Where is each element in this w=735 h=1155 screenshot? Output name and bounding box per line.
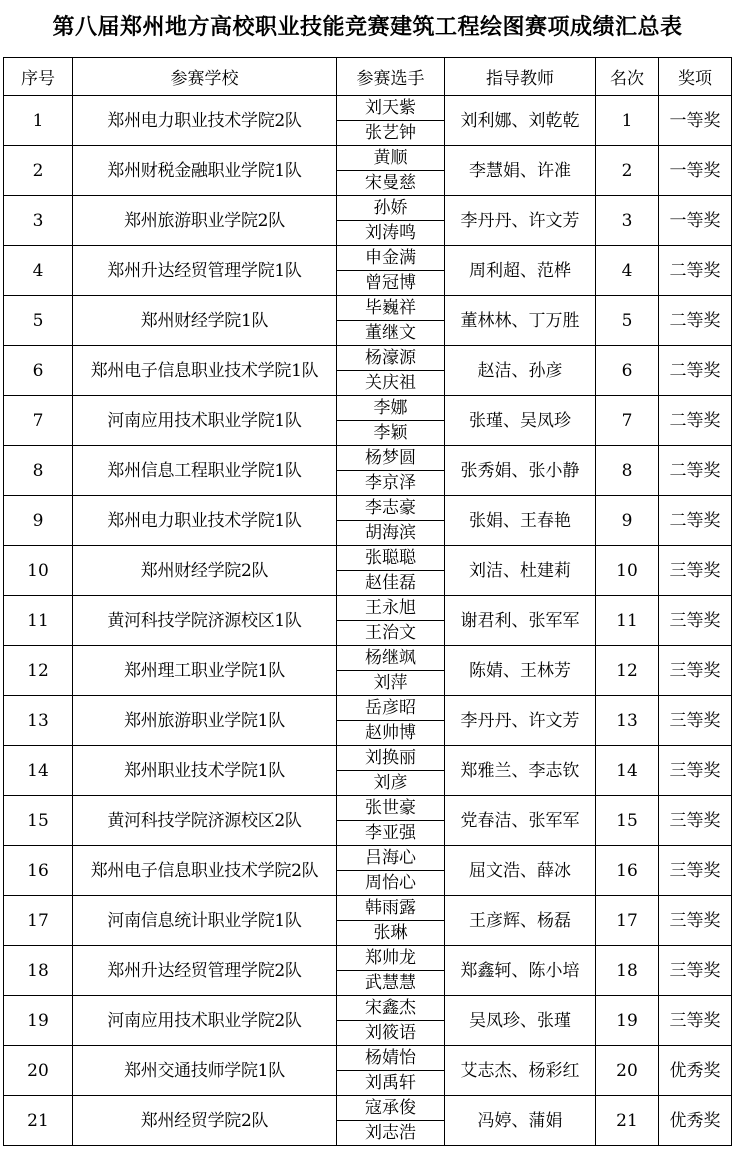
cell-rank: 4 <box>596 246 659 296</box>
cell-school: 郑州电子信息职业技术学院2队 <box>73 846 337 896</box>
cell-participant-1: 郑帅龙 <box>337 946 445 971</box>
cell-award: 三等奖 <box>659 996 732 1046</box>
header-teacher: 指导教师 <box>445 58 596 96</box>
cell-rank: 2 <box>596 146 659 196</box>
cell-teacher: 冯婷、蒲娟 <box>445 1096 596 1146</box>
cell-no: 17 <box>4 896 73 946</box>
cell-school: 郑州升达经贸管理学院2队 <box>73 946 337 996</box>
cell-award: 三等奖 <box>659 946 732 996</box>
cell-school: 郑州理工职业学院1队 <box>73 646 337 696</box>
table-row <box>4 996 732 1021</box>
cell-teacher: 张瑾、吴凤珍 <box>445 396 596 446</box>
cell-participant-1: 宋鑫杰 <box>337 996 445 1021</box>
cell-no: 20 <box>4 1046 73 1096</box>
cell-rank: 15 <box>596 796 659 846</box>
cell-rank: 10 <box>596 546 659 596</box>
cell-participant-2: 胡海滨 <box>337 521 445 546</box>
cell-rank: 5 <box>596 296 659 346</box>
table-row <box>4 796 732 821</box>
cell-no: 4 <box>4 246 73 296</box>
cell-participant-1: 刘天紫 <box>337 96 445 121</box>
cell-rank: 20 <box>596 1046 659 1096</box>
table-row <box>4 146 732 171</box>
cell-award: 优秀奖 <box>659 1046 732 1096</box>
cell-participant-1: 杨继飒 <box>337 646 445 671</box>
table-row <box>4 946 732 971</box>
cell-participant-2: 张艺钟 <box>337 121 445 146</box>
cell-school: 河南应用技术职业学院1队 <box>73 396 337 446</box>
cell-no: 13 <box>4 696 73 746</box>
cell-participant-1: 刘换丽 <box>337 746 445 771</box>
cell-participant-1: 王永旭 <box>337 596 445 621</box>
cell-no: 10 <box>4 546 73 596</box>
cell-no: 9 <box>4 496 73 546</box>
cell-teacher: 李慧娟、许准 <box>445 146 596 196</box>
cell-teacher: 郑雅兰、李志钦 <box>445 746 596 796</box>
table-row <box>4 1096 732 1121</box>
cell-rank: 17 <box>596 896 659 946</box>
cell-school: 郑州财经学院1队 <box>73 296 337 346</box>
cell-award: 二等奖 <box>659 496 732 546</box>
cell-award: 二等奖 <box>659 346 732 396</box>
cell-school: 郑州职业技术学院1队 <box>73 746 337 796</box>
table-row <box>4 546 732 571</box>
cell-award: 二等奖 <box>659 296 732 346</box>
cell-teacher: 张秀娟、张小静 <box>445 446 596 496</box>
cell-participant-1: 寇承俊 <box>337 1096 445 1121</box>
cell-school: 郑州电力职业技术学院1队 <box>73 496 337 546</box>
cell-no: 14 <box>4 746 73 796</box>
cell-participant-2: 刘萍 <box>337 671 445 696</box>
cell-no: 5 <box>4 296 73 346</box>
cell-participant-2: 赵佳磊 <box>337 571 445 596</box>
cell-teacher: 吴凤珍、张瑾 <box>445 996 596 1046</box>
cell-teacher: 张娟、王春艳 <box>445 496 596 546</box>
table-row <box>4 1046 732 1071</box>
cell-school: 郑州财经学院2队 <box>73 546 337 596</box>
cell-participant-2: 赵帅博 <box>337 721 445 746</box>
header-school: 参赛学校 <box>73 58 337 96</box>
cell-teacher: 陈婧、王林芳 <box>445 646 596 696</box>
cell-rank: 16 <box>596 846 659 896</box>
cell-teacher: 李丹丹、许文芳 <box>445 196 596 246</box>
cell-rank: 8 <box>596 446 659 496</box>
cell-no: 15 <box>4 796 73 846</box>
cell-participant-1: 孙娇 <box>337 196 445 221</box>
cell-participant-2: 刘彦 <box>337 771 445 796</box>
cell-participant-2: 关庆祖 <box>337 371 445 396</box>
cell-participant-2: 王治文 <box>337 621 445 646</box>
cell-no: 2 <box>4 146 73 196</box>
cell-school: 黄河科技学院济源校区2队 <box>73 796 337 846</box>
cell-award: 三等奖 <box>659 646 732 696</box>
cell-award: 一等奖 <box>659 146 732 196</box>
cell-participant-1: 毕巍祥 <box>337 296 445 321</box>
table-row <box>4 596 732 621</box>
table-row <box>4 246 732 271</box>
cell-rank: 1 <box>596 96 659 146</box>
cell-teacher: 王彦辉、杨磊 <box>445 896 596 946</box>
cell-teacher: 郑鑫轲、陈小培 <box>445 946 596 996</box>
header-no: 序号 <box>4 58 73 96</box>
table-row <box>4 846 732 871</box>
header-participants: 参赛选手 <box>337 58 445 96</box>
cell-teacher: 赵洁、孙彦 <box>445 346 596 396</box>
cell-no: 16 <box>4 846 73 896</box>
cell-participant-2: 刘筱语 <box>337 1021 445 1046</box>
cell-teacher: 周利超、范桦 <box>445 246 596 296</box>
cell-award: 一等奖 <box>659 96 732 146</box>
cell-participant-2: 刘志浩 <box>337 1121 445 1146</box>
cell-teacher: 李丹丹、许文芳 <box>445 696 596 746</box>
cell-award: 三等奖 <box>659 696 732 746</box>
cell-participant-2: 李颖 <box>337 421 445 446</box>
cell-school: 郑州旅游职业学院2队 <box>73 196 337 246</box>
cell-rank: 19 <box>596 996 659 1046</box>
cell-no: 3 <box>4 196 73 246</box>
cell-rank: 13 <box>596 696 659 746</box>
cell-school: 郑州电子信息职业技术学院1队 <box>73 346 337 396</box>
cell-award: 三等奖 <box>659 746 732 796</box>
cell-rank: 21 <box>596 1096 659 1146</box>
cell-school: 郑州交通技师学院1队 <box>73 1046 337 1096</box>
cell-award: 一等奖 <box>659 196 732 246</box>
cell-participant-2: 曾冠博 <box>337 271 445 296</box>
cell-participant-1: 杨梦圆 <box>337 446 445 471</box>
cell-award: 三等奖 <box>659 596 732 646</box>
cell-participant-2: 李京泽 <box>337 471 445 496</box>
cell-award: 三等奖 <box>659 846 732 896</box>
cell-award: 三等奖 <box>659 546 732 596</box>
cell-participant-2: 李亚强 <box>337 821 445 846</box>
cell-participant-2: 周怡心 <box>337 871 445 896</box>
cell-participant-1: 张世豪 <box>337 796 445 821</box>
cell-participant-2: 刘禹轩 <box>337 1071 445 1096</box>
cell-rank: 9 <box>596 496 659 546</box>
cell-no: 6 <box>4 346 73 396</box>
page-title: 第八届郑州地方高校职业技能竞赛建筑工程绘图赛项成绩汇总表 <box>52 15 683 40</box>
cell-award: 二等奖 <box>659 246 732 296</box>
cell-participant-2: 董继文 <box>337 321 445 346</box>
cell-participant-1: 韩雨露 <box>337 896 445 921</box>
header-award: 奖项 <box>659 58 732 96</box>
cell-award: 二等奖 <box>659 446 732 496</box>
table-row <box>4 696 732 721</box>
cell-rank: 6 <box>596 346 659 396</box>
cell-no: 18 <box>4 946 73 996</box>
cell-school: 郑州电力职业技术学院2队 <box>73 96 337 146</box>
cell-school: 黄河科技学院济源校区1队 <box>73 596 337 646</box>
cell-no: 12 <box>4 646 73 696</box>
cell-award: 三等奖 <box>659 796 732 846</box>
cell-school: 郑州经贸学院2队 <box>73 1096 337 1146</box>
cell-participant-2: 张琳 <box>337 921 445 946</box>
cell-rank: 11 <box>596 596 659 646</box>
cell-rank: 18 <box>596 946 659 996</box>
table-row <box>4 396 732 421</box>
cell-rank: 7 <box>596 396 659 446</box>
table-row <box>4 296 732 321</box>
cell-rank: 3 <box>596 196 659 246</box>
cell-participant-1: 申金满 <box>337 246 445 271</box>
cell-no: 1 <box>4 96 73 146</box>
cell-participant-1: 杨濠源 <box>337 346 445 371</box>
cell-no: 19 <box>4 996 73 1046</box>
cell-participant-2: 宋曼慈 <box>337 171 445 196</box>
table-row <box>4 346 732 371</box>
cell-award: 优秀奖 <box>659 1096 732 1146</box>
cell-award: 二等奖 <box>659 396 732 446</box>
cell-teacher: 董林林、丁万胜 <box>445 296 596 346</box>
cell-participant-2: 刘涛鸣 <box>337 221 445 246</box>
table-row <box>4 896 732 921</box>
cell-school: 河南信息统计职业学院1队 <box>73 896 337 946</box>
cell-rank: 14 <box>596 746 659 796</box>
cell-school: 郑州升达经贸管理学院1队 <box>73 246 337 296</box>
cell-participant-1: 黄顺 <box>337 146 445 171</box>
table-row <box>4 446 732 471</box>
cell-no: 8 <box>4 446 73 496</box>
cell-school: 郑州旅游职业学院1队 <box>73 696 337 746</box>
cell-participant-1: 杨婧怡 <box>337 1046 445 1071</box>
cell-teacher: 党春洁、张军军 <box>445 796 596 846</box>
table-row <box>4 746 732 771</box>
cell-participant-1: 李志豪 <box>337 496 445 521</box>
cell-participant-1: 吕海心 <box>337 846 445 871</box>
cell-no: 11 <box>4 596 73 646</box>
cell-award: 三等奖 <box>659 896 732 946</box>
cell-teacher: 刘利娜、刘乾乾 <box>445 96 596 146</box>
results-table <box>3 57 732 1146</box>
table-row <box>4 496 732 521</box>
cell-teacher: 谢君利、张军军 <box>445 596 596 646</box>
header-rank: 名次 <box>596 58 659 96</box>
table-row <box>4 646 732 671</box>
cell-teacher: 刘洁、杜建莉 <box>445 546 596 596</box>
cell-participant-1: 岳彦昭 <box>337 696 445 721</box>
cell-participant-2: 武慧慧 <box>337 971 445 996</box>
cell-school: 河南应用技术职业学院2队 <box>73 996 337 1046</box>
table-row <box>4 96 732 121</box>
cell-participant-1: 李娜 <box>337 396 445 421</box>
cell-school: 郑州财税金融职业学院1队 <box>73 146 337 196</box>
cell-no: 21 <box>4 1096 73 1146</box>
table-body <box>4 96 732 1146</box>
cell-teacher: 屈文浩、薛冰 <box>445 846 596 896</box>
cell-no: 7 <box>4 396 73 446</box>
table-row <box>4 196 732 221</box>
cell-teacher: 艾志杰、杨彩红 <box>445 1046 596 1096</box>
cell-school: 郑州信息工程职业学院1队 <box>73 446 337 496</box>
cell-rank: 12 <box>596 646 659 696</box>
cell-participant-1: 张聪聪 <box>337 546 445 571</box>
header-row <box>4 58 732 96</box>
